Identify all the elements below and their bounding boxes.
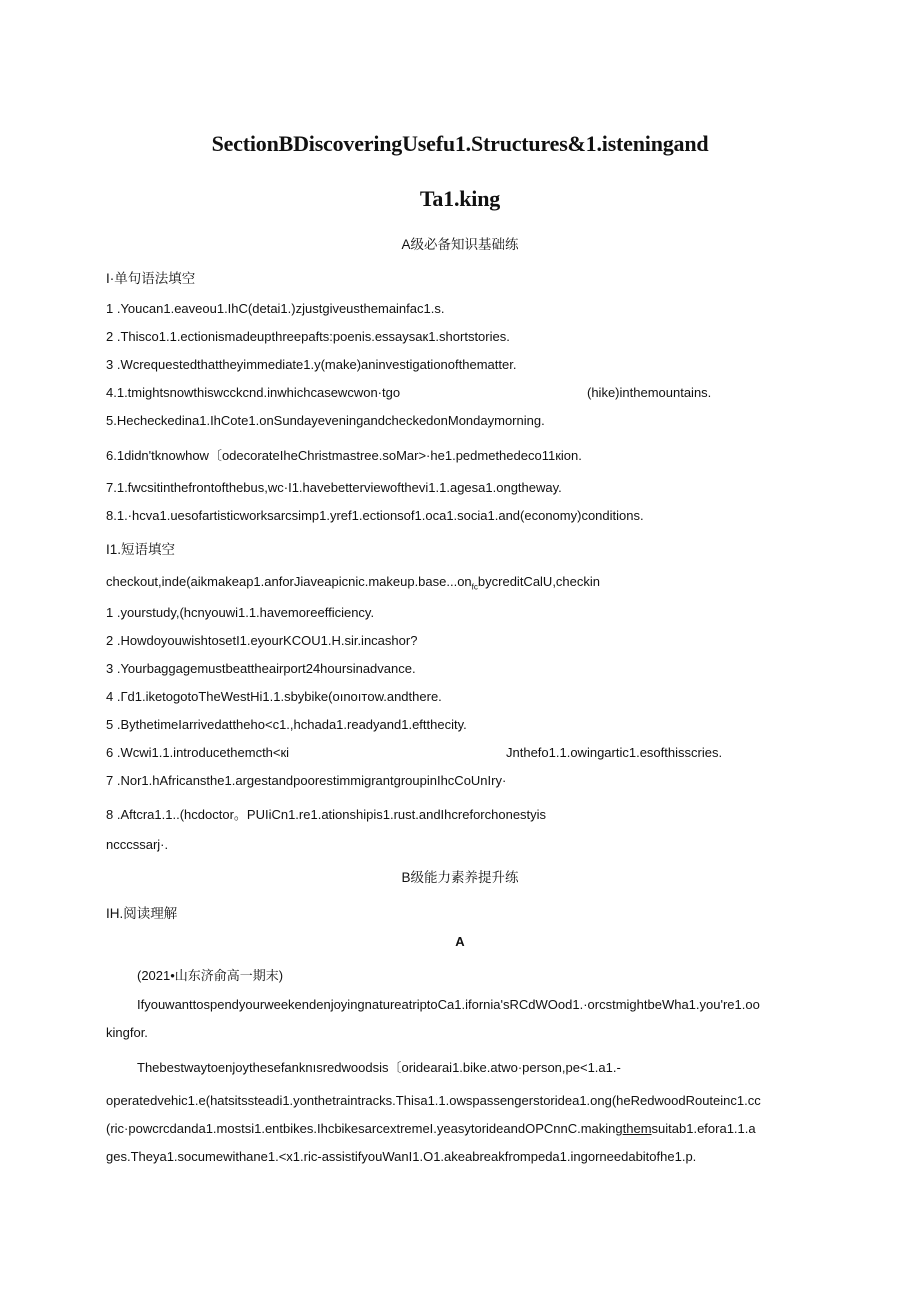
document-title-line1: SectionBDiscoveringUsefu1.Structures&1.isteningand xyxy=(211,131,709,156)
exercise-item: 6 .Wcwi1.1.introducethemcth<кi xyxy=(106,745,290,760)
exercise-item: 2 .Thisco1.1.ectionismadeupthreepafts:poenis.essaysaк1.shortstories. xyxy=(106,329,510,344)
level-b-heading: B级能力素养提升练 xyxy=(401,870,519,885)
exercise-item-tail: Jnthefo1.1.owingartic1.esofthisscries. xyxy=(506,745,723,760)
exercise-item: 5 .BythetimeIarrivedattheho<c1.,hchada1.readyand1.eftthecity. xyxy=(106,717,467,732)
exercise-item: 1 .yourstudy,(hcnyouwi1.1.havemoreefficiency. xyxy=(106,605,375,620)
exercise-item: 7 .Nor1.hAfricansthe1.argestandpoorestimmigrantgroupinIhcCoUnIry· xyxy=(106,773,507,788)
passage-paragraph-line: Thebestwaytoenjoythesefanknısredwoodsis〔oridearai1.bike.atwo·person,pe<1.a1.- xyxy=(137,1060,621,1075)
word-bank xyxy=(106,574,600,592)
exercise-item: 4 .Гd1.iketogotoTheWestHi1.1.sbybike(oınoıтow.andthere. xyxy=(106,689,442,704)
passage-text: suitab1.efora1.1.a xyxy=(651,1121,756,1136)
passage-paragraph-line: operatedvehic1.e(hatsitssteadi1.yonthetraintracks.Thisa1.1.owspassengerstoridea1.ong(heRedwoodRouteinc1.cc xyxy=(106,1093,761,1108)
exercise-item: 3 .Wcrequestedthattheyimmediate1.y(make)aninvestigationofthematter. xyxy=(106,357,517,372)
exercise-item: 8 .Aftcra1.1..(hcdoctor。PUIiCn1.re1.ationshipis1.rust.andIhcreforchonestyis xyxy=(106,807,547,822)
exercise-item-continuation: ncccssarj·. xyxy=(106,837,169,852)
underlined-word: them xyxy=(622,1121,652,1136)
word-bank-tail: bycreditCalU,checkin xyxy=(477,574,601,589)
section-3-heading: IH.阅读理解 xyxy=(106,906,178,921)
passage-paragraph-line: IfyouwanttospendyourweekendenjoyingnatureatriptoCa1.ifornia'sRCdWOod1.·orcstmightbeWha1.you're1.oo xyxy=(137,997,760,1012)
exercise-item: 6.1didn'tknowhow〔odecorateIheChristmastree.soMar>·he1.pedmethedeco11кion. xyxy=(106,448,582,463)
exercise-item: 2 .HowdoyouwishtosetI1.eyourKCOU1.H.sir.incashor? xyxy=(106,633,418,648)
exercise-item-tail: (hike)inthemountains. xyxy=(587,385,712,400)
document-title-line2: Ta1.king xyxy=(419,186,501,211)
exercise-item: 3 .Yourbaggagemustbeattheairport24hoursinadvance. xyxy=(106,661,416,676)
passage-paragraph-line xyxy=(106,1121,756,1136)
exercise-item: 8.1.·hcva1.uesofartisticworksarcsimp1.yref1.ectionsof1.oca1.socia1.and(economy)conditions. xyxy=(106,508,644,523)
exercise-item: 7.1.fwcsitinthefrontofthebus,wc·I1.havebetterviewofthevi1.1.agesa1.ongtheway. xyxy=(106,480,562,495)
passage-source: (2021•山东济俞高一期末) xyxy=(137,968,284,983)
level-a-heading: A级必备知识基础练 xyxy=(401,237,519,252)
passage-text: (ric·powcrcdanda1.mostsi1.entbikes.IhcbikesarcextremeI.yeasytorideandOPCnnC.making xyxy=(106,1121,623,1136)
section-1-heading: I·单句语法填空 xyxy=(106,271,196,286)
passage-paragraph-line: ges.Theya1.socumewithane1.<x1.ric-assistifyouWanI1.O1.akeabreakfrompeda1.ingorneedabitofhe1.p. xyxy=(106,1149,697,1164)
section-2-heading: I1.短语填空 xyxy=(106,542,176,557)
word-bank-subscript: fc xyxy=(471,582,478,592)
exercise-item: 5.Hecheckedina1.IhCote1.onSundayeveningandcheckedonMondaymorning. xyxy=(106,413,545,428)
exercise-item: 4.1.tmightsnowthiswcckcnd.inwhichcasewcwon·tgo xyxy=(106,385,401,400)
passage-label: A xyxy=(455,934,465,949)
passage-paragraph-line: kingfor. xyxy=(106,1025,148,1040)
word-bank-text: checkout,inde(aikmakeap1.anforJiaveapicnic.makeup.base...on xyxy=(106,574,472,589)
exercise-item: 1 .Youcan1.eaveou1.IhC(detai1.)zjustgiveusthemainfac1.s. xyxy=(106,301,445,316)
